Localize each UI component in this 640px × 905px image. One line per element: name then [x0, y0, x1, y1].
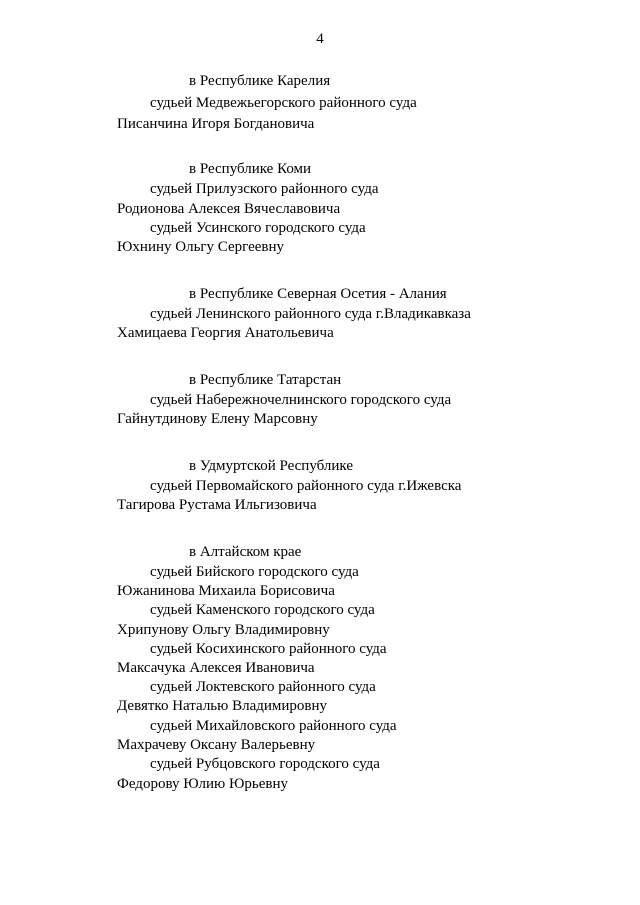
court-line: судьей Михайловского районного суда: [150, 718, 397, 734]
person-name: Федорову Юлию Юрьевну: [117, 776, 288, 792]
person-name: Родионова Алексея Вячеславовича: [117, 201, 341, 217]
person-name: Хрипунову Ольгу Владимировну: [117, 622, 330, 638]
region-heading-komi: в Республике Коми: [189, 161, 312, 177]
region-heading-altai: в Алтайском крае: [189, 544, 302, 560]
court-line: судьей Бийского городского суда: [150, 564, 359, 580]
court-line: судьей Набережночелнинского городского суда: [150, 392, 452, 408]
region-heading-karelia: в Республике Карелия: [189, 73, 331, 89]
person-name: Южанинова Михаила Борисовича: [117, 583, 335, 599]
court-line: судьей Ленинского районного суда г.Владикавказа: [150, 306, 471, 322]
person-name: Максачука Алексея Ивановича: [117, 660, 315, 676]
page-number: 4: [316, 31, 324, 47]
person-name: Гайнутдинову Елену Марсовну: [117, 411, 318, 427]
person-name: Махрачеву Оксану Валерьевну: [117, 737, 316, 753]
court-line: судьей Прилузского районного суда: [150, 181, 379, 197]
region-heading-udmurtia: в Удмуртской Республике: [189, 458, 353, 474]
court-line: судьей Рубцовского городского суда: [150, 756, 380, 772]
court-line: судьей Усинского городского суда: [150, 220, 366, 236]
court-line: судьей Каменского городского суда: [150, 602, 375, 618]
person-name: Хамицаева Георгия Анатольевича: [117, 325, 334, 341]
person-name: Девятко Наталью Владимировну: [117, 698, 328, 714]
person-name: Писанчина Игоря Богдановича: [117, 116, 315, 132]
region-heading-tatarstan: в Республике Татарстан: [189, 372, 342, 388]
court-line: судьей Первомайского районного суда г.Ижевска: [150, 478, 462, 494]
court-line: судьей Локтевского районного суда: [150, 679, 376, 695]
person-name: Юхнину Ольгу Сергеевну: [117, 239, 285, 255]
court-line: судьей Косихинского районного суда: [150, 641, 387, 657]
person-name: Тагирова Рустама Ильгизовича: [117, 497, 317, 513]
court-line: судьей Медвежьегорского районного суда: [150, 95, 417, 111]
region-heading-north-ossetia: в Республике Северная Осетия - Алания: [189, 286, 447, 302]
